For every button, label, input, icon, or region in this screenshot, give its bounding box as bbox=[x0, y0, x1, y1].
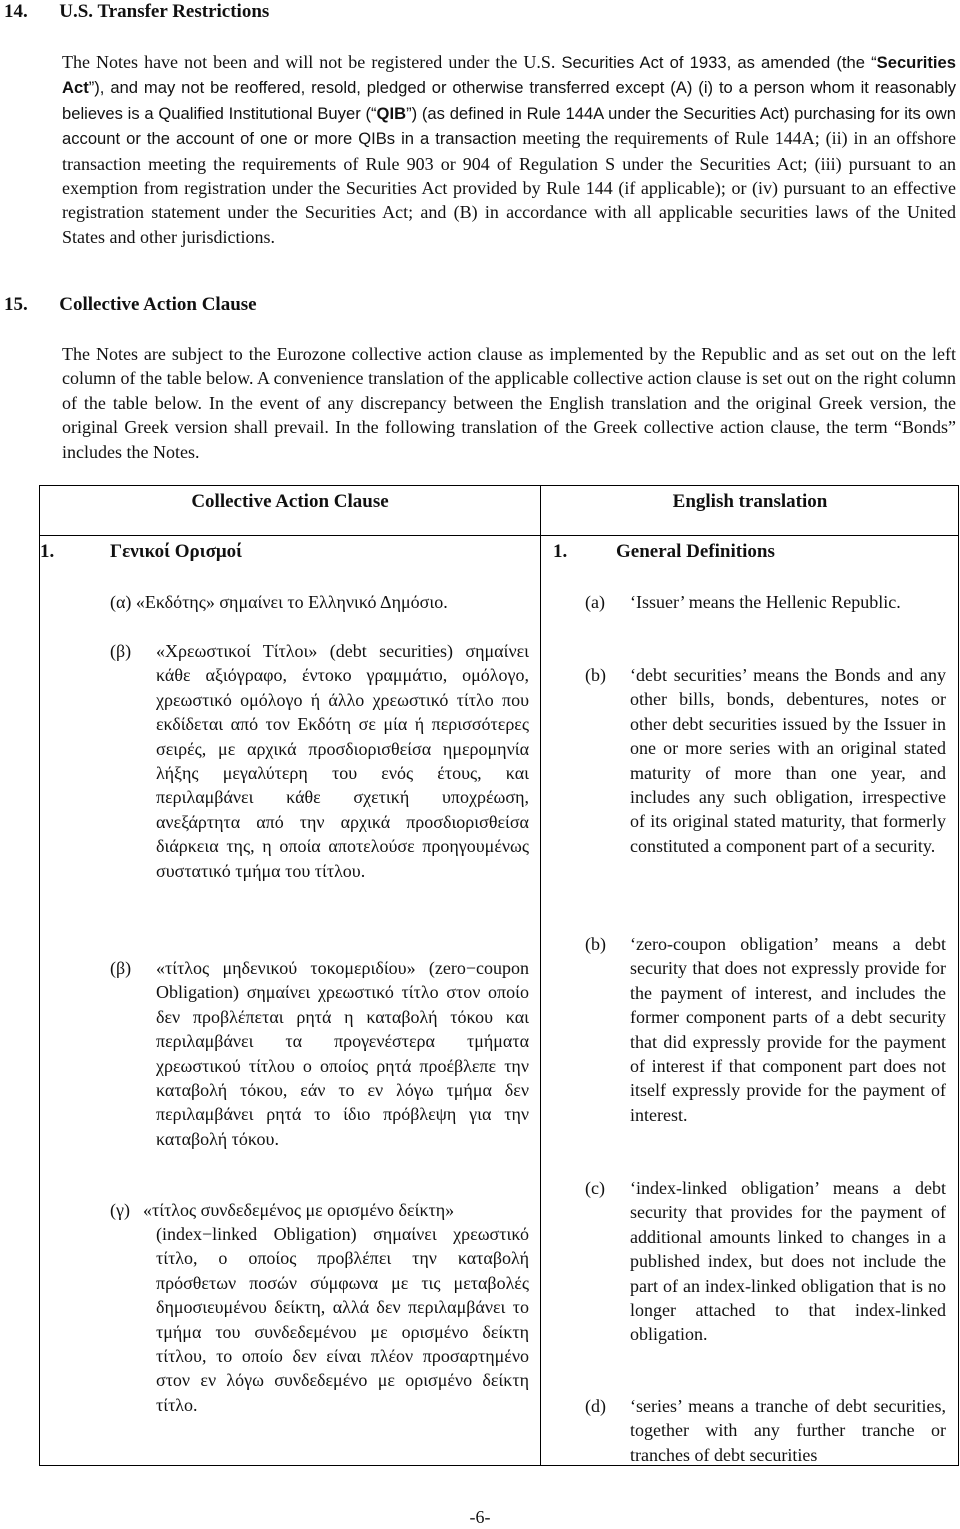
section-14-heading bbox=[4, 0, 269, 24]
right-item-b1-label: (b) bbox=[585, 665, 606, 685]
right-item-c: ‘index-linked obligation’ means a debt security that provides for the payment of additional amounts linked to changes in a published index, but does not include the part of an index-linked obligation that is no longer attached to that index-linked obligation. bbox=[630, 1178, 946, 1345]
section-14-body bbox=[62, 50, 956, 249]
section-14-text-4: ”), and may not be reoffered, resold, pledged or otherwise transferred except (A) (i) to a person whom it reasonably believes is a Qualified Institutional Buyer (“ bbox=[62, 78, 956, 123]
left-item-b2: «τίτλος μηδενικού τοκομεριδίου» (zero−coupon Obligation) σημαίνει χρεωστικό τίτλο στον οποίο δεν προβλέπεται ρητά η καταβολή τόκου και περιλαμβάνει τα προγενέστερα τμήματα χρεωστικού τίτλου ο οποίος ρητά προέβλεπε την καταβολή τόκου, εάν το εν λόγω τμήμα δεν περιλαμβάνει ρητά το ίδιο πρόβλεψη για την καταβολή τόκου. bbox=[156, 958, 529, 1149]
table-header-divider bbox=[39, 535, 959, 536]
right-section-title: General Definitions bbox=[616, 541, 775, 562]
right-item-b1: ‘debt securities’ means the Bonds and any other bills, bonds, debentures, notes or other debt securities issued by the Issuer in one or more series with an original stated maturity of more than one year, and includes any such obligation, irrespective of its original stated maturity, that formerly constituted a component part of a security. bbox=[630, 665, 946, 856]
section-15-number: 15. bbox=[4, 294, 28, 315]
left-item-c-first-line: «τίτλος συνδεδεμένος με ορισμένο δείκτη» bbox=[143, 1200, 455, 1220]
section-14-text-7: meeting the requirements of Rule 144A; (ii) in an offshore transaction meeting the requirements of Rule 903 or 904 of Regulation S under the Securities Act; (iii) pursuant to an exemption from registration under the Securities Act provided by Rule 144 (if applicable); or (iv) pursuant to an effective registration statement under the Securities Act; and (B) in accordance with all applicable securities laws of the United States and other jurisdictions. bbox=[62, 128, 956, 247]
right-item-a: ‘Issuer’ means the Hellenic Republic. bbox=[630, 592, 901, 612]
page-number: -6- bbox=[469, 1507, 491, 1527]
left-section-title: Γενικοί Ορισμοί bbox=[110, 541, 243, 562]
left-section-number: 1. bbox=[40, 541, 55, 562]
left-item-b1-label: (β) bbox=[110, 641, 132, 661]
right-item-d: ‘series’ means a tranche of debt securities, together with any further tranche or tranches of debt securities bbox=[630, 1396, 946, 1465]
right-item-d-label: (d) bbox=[585, 1396, 606, 1416]
right-section-heading bbox=[553, 540, 775, 564]
qib-term: QIB bbox=[376, 103, 407, 123]
table-left-header: Collective Action Clause bbox=[191, 491, 389, 512]
right-item-a-label: (a) bbox=[585, 592, 605, 612]
section-14-text-1: The Notes have not been and will not be registered under the U.S. bbox=[62, 52, 562, 72]
section-14-title: U.S. Transfer Restrictions bbox=[59, 1, 270, 22]
securities-act-term: Securities Act bbox=[62, 53, 956, 98]
right-item-b2-label: (b) bbox=[585, 934, 606, 954]
table-right-header: English translation bbox=[672, 491, 828, 512]
section-15-heading bbox=[4, 293, 257, 317]
section-15-body: The Notes are subject to the Eurozone collective action clause as implemented by the Republic and as set out on the left column of the table below. A convenience translation of the applicable collective action clause is set out on the right column of the table below. In the event of any discrepancy between the English translation and the original Greek version, the original Greek version shall prevail. In the following translation of the Greek collective action clause, the term “Bonds” includes the Notes. bbox=[62, 344, 956, 462]
section-14-number: 14. bbox=[4, 1, 28, 22]
section-14-text-2: Securities Act of 1933, as amended (the “ bbox=[561, 53, 877, 72]
left-item-a: (α) «Εκδότης» σημαίνει το Ελληνικό Δημόσιο. bbox=[110, 592, 448, 612]
left-item-b2-label: (β) bbox=[110, 958, 132, 978]
section-14-text-6: ”) (as defined in Rule 144A under the Securities Act) purchasing for its own account or the account of one or more QIBs in a transaction bbox=[62, 103, 956, 149]
section-15-title: Collective Action Clause bbox=[59, 294, 257, 315]
table-column-divider bbox=[540, 485, 541, 1466]
right-section-number: 1. bbox=[553, 541, 568, 562]
right-item-c-label: (c) bbox=[585, 1178, 605, 1198]
right-item-b2: ‘zero-coupon obligation’ means a debt security that does not expressly provide for the payment of interest, and includes the former component parts of a debt security that did expressly provide for the payment of interest if that component part does not itself expressly provide for the payment of interest. bbox=[630, 934, 946, 1125]
left-item-c: (index−linked Obligation) σημαίνει χρεωστικό τίτλο, ο οποίος προβλέπει την καταβολή πρόσθετων ποσών σύμφωνα με τις μεταβολές δημοσιευμένου δείκτη, αλλά δεν περιλαμβάνει το τμήμα του συνδεδεμένου με ορισμένο δείκτη τίτλου, το οποίο δεν είναι πλέον προσαρτημένο στον εν λόγω συνδεδεμένο με ορισμένο δείκτη τίτλο. bbox=[156, 1224, 529, 1415]
left-item-b1: «Χρεωστικοί Τίτλοι» (debt securities) σημαίνει κάθε αξιόγραφο, έντοκο γραμμάτιο, ομόλογο, χρεωστικό ομόλογο ή άλλο χρεωστικό τίτλο που εκδίδεται από τον Εκδότη σε μία ή περισσότερες σειρές, με αρχικά προσδιορισθείσα ημερομηνία λήξης μεγαλύτερη του ενός έτους, και περιλαμβάνει κάθε σχετική υποχρέωση, ανεξάρτητα από την αρχικά προσδιορισθείσα διάρκεια της, η οποία αποτελούσε προηγουμένως συστατικό τμήμα του τίτλου. bbox=[156, 641, 529, 881]
left-item-c-label: (γ) bbox=[110, 1200, 130, 1220]
left-section-heading bbox=[40, 540, 243, 564]
